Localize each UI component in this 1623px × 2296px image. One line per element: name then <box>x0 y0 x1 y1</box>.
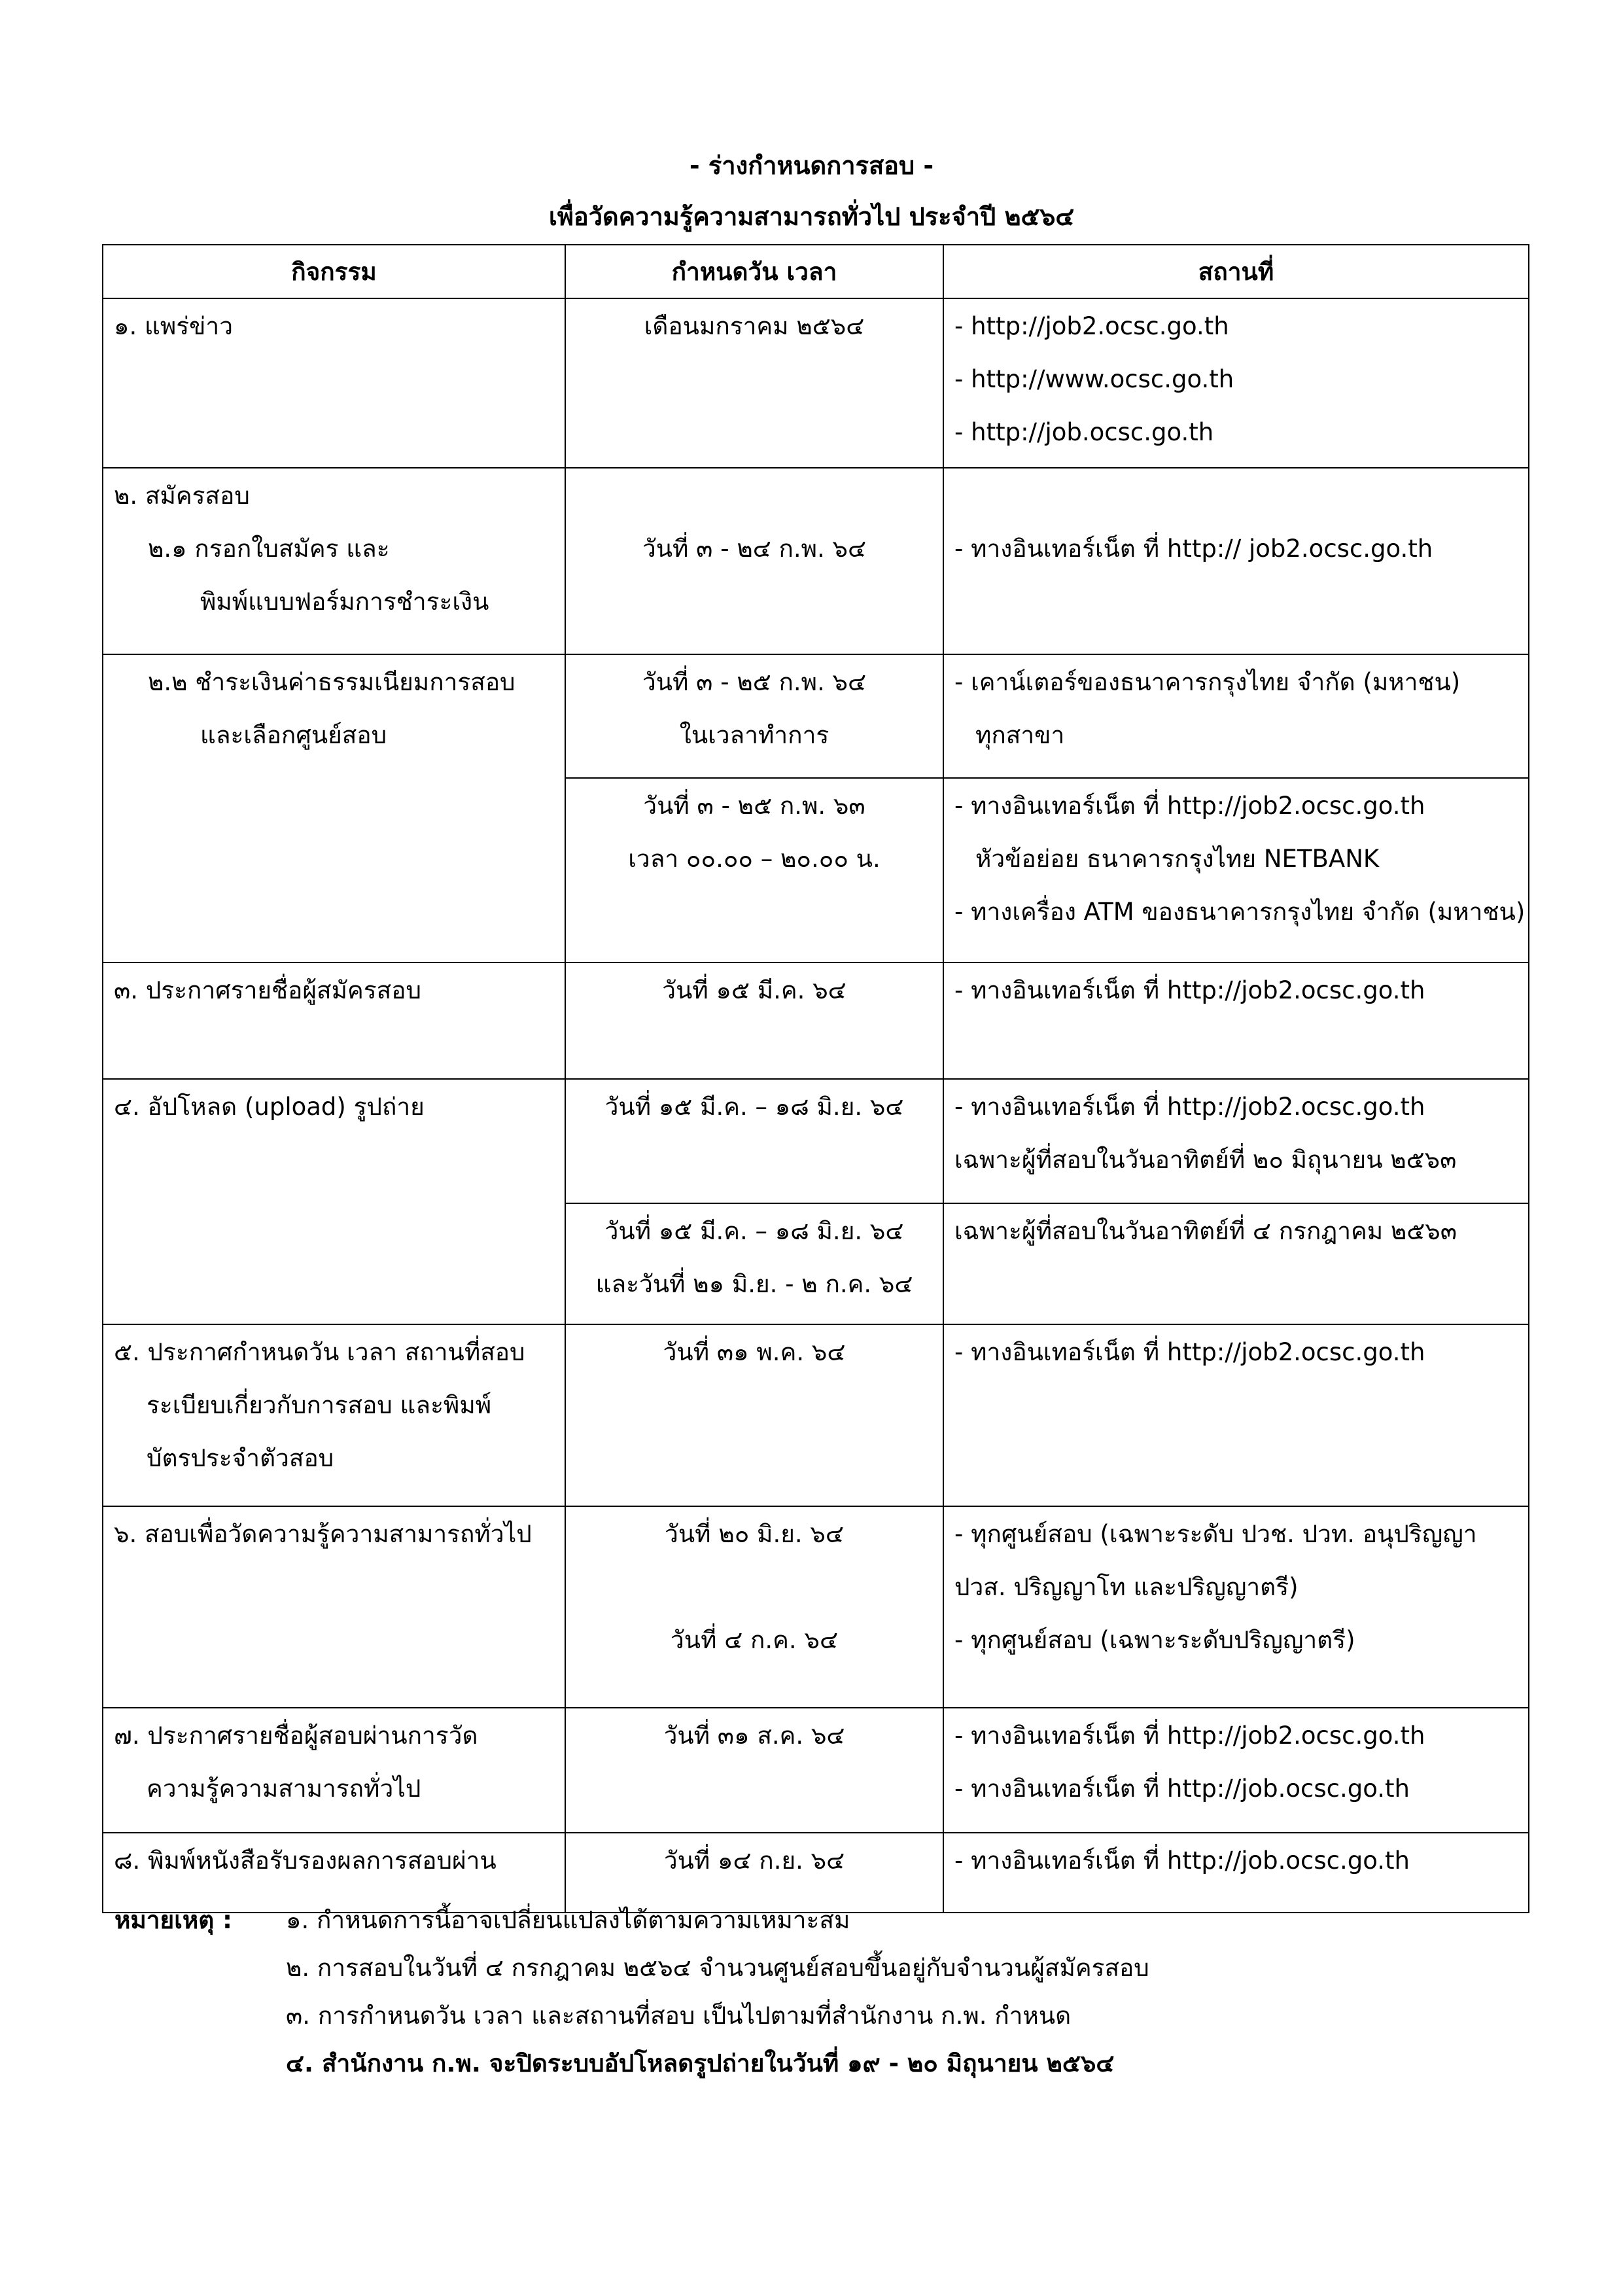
note-item: ๑. กำหนดการนี้อาจเปลี่ยนแปลงได้ตามความเหมาะสม <box>286 1906 850 1934</box>
activity-cell: ๒. สมัครสอบ ๒.๑ กรอกใบสมัคร และ พิมพ์แบบฟอร์มการชำระเงิน <box>103 468 565 654</box>
place-cell: - ทุกศูนย์สอบ (เฉพาะระดับ ปวช. ปวท. อนุปริญญา ปวส. ปริญญาโท และปริญญาตรี) - ทุกศูนย์สอบ (เฉพาะระดับปริญญาตรี) <box>943 1506 1529 1708</box>
notes-label: หมายเหตุ : <box>114 1906 232 1934</box>
document-title: - ร่างกำหนดการสอบ - <box>689 151 934 180</box>
table-header-row <box>103 245 1529 298</box>
activity-cell: ๖. สอบเพื่อวัดความรู้ความสามารถทั่วไป <box>103 1506 565 1708</box>
activity-cell: ๓. ประกาศรายชื่อผู้สมัครสอบ <box>103 963 565 1079</box>
place-cell: - ทางอินเทอร์เน็ต ที่ http://job2.ocsc.go.th <box>943 1324 1529 1506</box>
date-cell: วันที่ ๑๕ มี.ค. – ๑๘ มิ.ย. ๖๔ และวันที่ ๒๑ มิ.ย. - ๒ ก.ค. ๖๔ <box>565 1203 943 1324</box>
place-cell: - ทางอินเทอร์เน็ต ที่ http://job2.ocsc.go.th - ทางอินเทอร์เน็ต ที่ http://job.ocsc.go.th <box>943 1708 1529 1833</box>
activity-cell: ๒.๒ ชำระเงินค่าธรรมเนียมการสอบ และเลือกศูนย์สอบ <box>103 654 565 963</box>
date-cell: เดือนมกราคม ๒๕๖๔ <box>565 298 943 468</box>
place-cell: - ทางอินเทอร์เน็ต ที่ http://job2.ocsc.go.th เฉพาะผู้ที่สอบในวันอาทิตย์ที่ ๒๐ มิถุนายน ๒๕๖๓ <box>943 1079 1529 1203</box>
date-cell: วันที่ ๒๐ มิ.ย. ๖๔ วันที่ ๔ ก.ค. ๖๔ <box>565 1506 943 1708</box>
table-row <box>103 468 1529 654</box>
date-cell: วันที่ ๑๕ มี.ค. – ๑๘ มิ.ย. ๖๔ <box>565 1079 943 1203</box>
table-row <box>103 1506 1529 1708</box>
date-cell: วันที่ ๓ - ๒๕ ก.พ. ๖๔ ในเวลาทำการ <box>565 654 943 778</box>
date-cell: วันที่ ๓ - ๒๔ ก.พ. ๖๔ <box>565 468 943 654</box>
table-row <box>103 1324 1529 1506</box>
place-cell: - ทางอินเทอร์เน็ต ที่ http://job2.ocsc.go.th <box>943 963 1529 1079</box>
note-item-bold: ๔. สำนักงาน ก.พ. จะปิดระบบอัปโหลดรูปถ่ายในวันที่ ๑๙ - ๒๐ มิถุนายน ๒๕๖๔ <box>286 2049 1115 2077</box>
place-cell: - ทางอินเทอร์เน็ต ที่ http://job.ocsc.go.th <box>943 1833 1529 1913</box>
note-item: ๓. การกำหนดวัน เวลา และสถานที่สอบ เป็นไปตามที่สำนักงาน ก.พ. กำหนด <box>286 2002 1072 2030</box>
table-row <box>103 1079 1529 1203</box>
place-cell: - http://job2.ocsc.go.th - http://www.ocsc.go.th - http://job.ocsc.go.th <box>943 298 1529 468</box>
date-cell: วันที่ ๑๕ มี.ค. ๖๔ <box>565 963 943 1079</box>
date-cell: วันที่ ๓๑ ส.ค. ๖๔ <box>565 1708 943 1833</box>
activity-cell: ๘. พิมพ์หนังสือรับรองผลการสอบผ่าน <box>103 1833 565 1913</box>
document-subtitle: เพื่อวัดความรู้ความสามารถทั่วไป ประจำปี ๒๕๖๔ <box>548 202 1075 231</box>
date-cell: วันที่ ๓ - ๒๕ ก.พ. ๖๓ เวลา ๐๐.๐๐ – ๒๐.๐๐ น. <box>565 778 943 963</box>
header-activity: กิจกรรม <box>103 245 565 298</box>
place-cell: เฉพาะผู้ที่สอบในวันอาทิตย์ที่ ๔ กรกฎาคม ๒๕๖๓ <box>943 1203 1529 1324</box>
activity-cell: ๑. แพร่ข่าว <box>103 298 565 468</box>
place-cell: - เคาน์เตอร์ของธนาคารกรุงไทย จำกัด (มหาชน) ทุกสาขา <box>943 654 1529 778</box>
header-date-time: กำหนดวัน เวลา <box>565 245 943 298</box>
date-cell: วันที่ ๑๔ ก.ย. ๖๔ <box>565 1833 943 1913</box>
schedule-table <box>102 244 1529 1913</box>
table-row <box>103 1708 1529 1833</box>
table-row <box>103 298 1529 468</box>
notes-section <box>114 1902 1554 2093</box>
note-item: ๒. การสอบในวันที่ ๔ กรกฎาคม ๒๕๖๔ จำนวนศูนย์สอบขึ้นอยู่กับจำนวนผู้สมัครสอบ <box>286 1954 1149 1982</box>
table-row <box>103 654 1529 778</box>
table-row <box>103 963 1529 1079</box>
header-place: สถานที่ <box>943 245 1529 298</box>
activity-cell: ๕. ประกาศกำหนดวัน เวลา สถานที่สอบ ระเบียบเกี่ยวกับการสอบ และพิมพ์ บัตรประจำตัวสอบ <box>103 1324 565 1506</box>
place-cell: - ทางอินเทอร์เน็ต ที่ http://job2.ocsc.go.th หัวข้อย่อย ธนาคารกรุงไทย NETBANK - ทางเครื่อง ATM ของธนาคารกรุงไทย จำกัด (มหาชน) <box>943 778 1529 963</box>
place-cell: - ทางอินเทอร์เน็ต ที่ http:// job2.ocsc.go.th <box>943 468 1529 654</box>
table-row <box>103 1833 1529 1913</box>
activity-cell: ๗. ประกาศรายชื่อผู้สอบผ่านการวัด ความรู้ความสามารถทั่วไป <box>103 1708 565 1833</box>
date-cell: วันที่ ๓๑ พ.ค. ๖๔ <box>565 1324 943 1506</box>
activity-cell: ๔. อัปโหลด (upload) รูปถ่าย <box>103 1079 565 1324</box>
